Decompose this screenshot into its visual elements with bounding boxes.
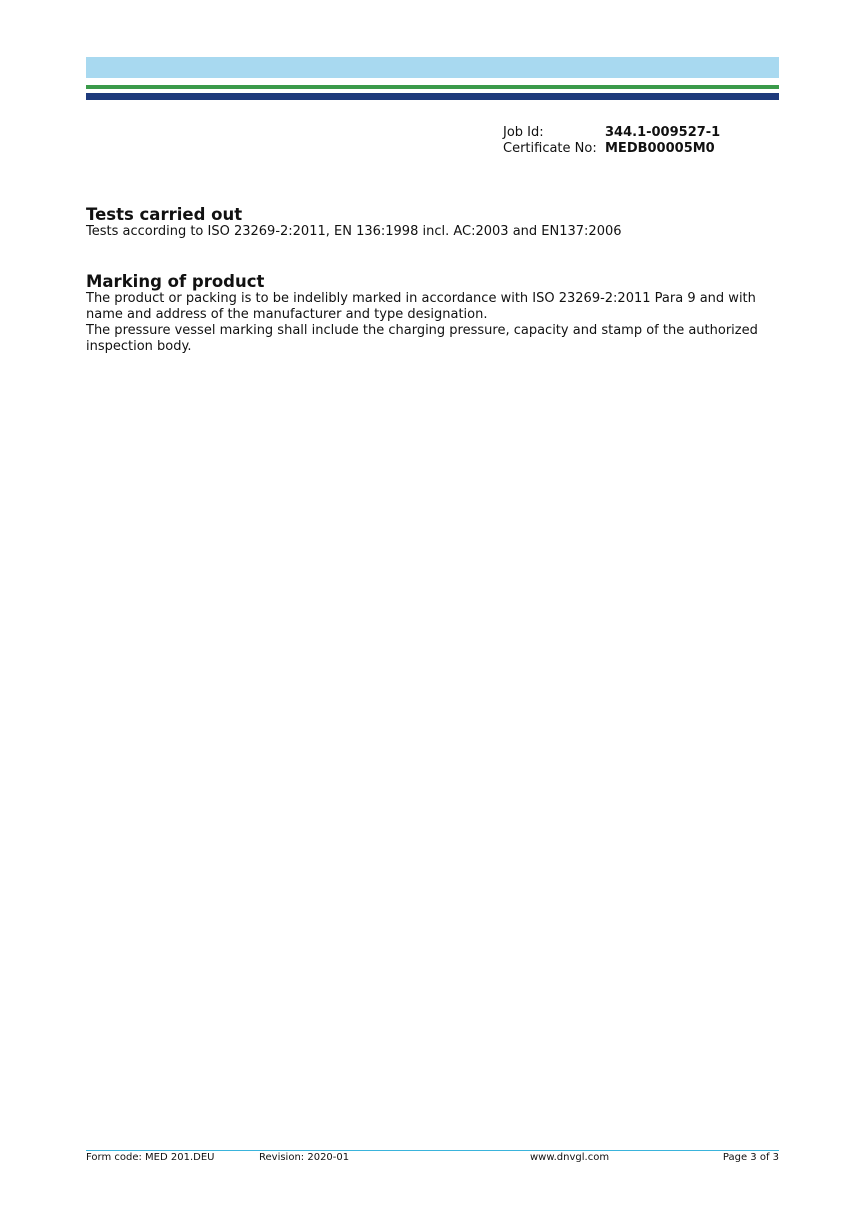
- section-marking-of-product: [86, 273, 779, 355]
- section-paragraph: The pressure vessel marking shall include the charging pressure, capacity and stamp of the authorized inspection body.: [86, 323, 758, 354]
- section-paragraph: The product or packing is to be indelibly marked in accordance with ISO 23269-2:2011 Para 9 and with name and address of the manufacturer and type designation.: [86, 291, 756, 322]
- certificate-no-row: [503, 141, 720, 157]
- section-title: Tests carried out: [86, 205, 243, 224]
- footer-form-code: Form code: MED 201.DEU: [86, 1152, 215, 1163]
- job-id-label: Job Id:: [503, 125, 544, 140]
- certificate-no-label: Certificate No:: [503, 141, 597, 156]
- job-id-value: 344.1-009527-1: [605, 125, 721, 140]
- header-band-navy: [86, 93, 779, 100]
- footer-website: www.dnvgl.com: [530, 1152, 610, 1163]
- footer-revision: Revision: 2020-01: [259, 1152, 350, 1163]
- footer-rule: [86, 1150, 779, 1151]
- page-footer: [86, 1152, 779, 1166]
- document-id-block: [503, 125, 720, 157]
- header-band-light-blue: [86, 57, 779, 78]
- section-paragraph: Tests according to ISO 23269-2:2011, EN 136:1998 incl. AC:2003 and EN137:2006: [86, 224, 622, 239]
- footer-page-number: Page 3 of 3: [722, 1152, 779, 1163]
- certificate-no-value: MEDB00005M0: [605, 141, 715, 156]
- header-band-green: [86, 85, 779, 89]
- section-title: Marking of product: [86, 272, 265, 291]
- job-id-row: [503, 125, 720, 141]
- section-tests-carried-out: [86, 206, 779, 240]
